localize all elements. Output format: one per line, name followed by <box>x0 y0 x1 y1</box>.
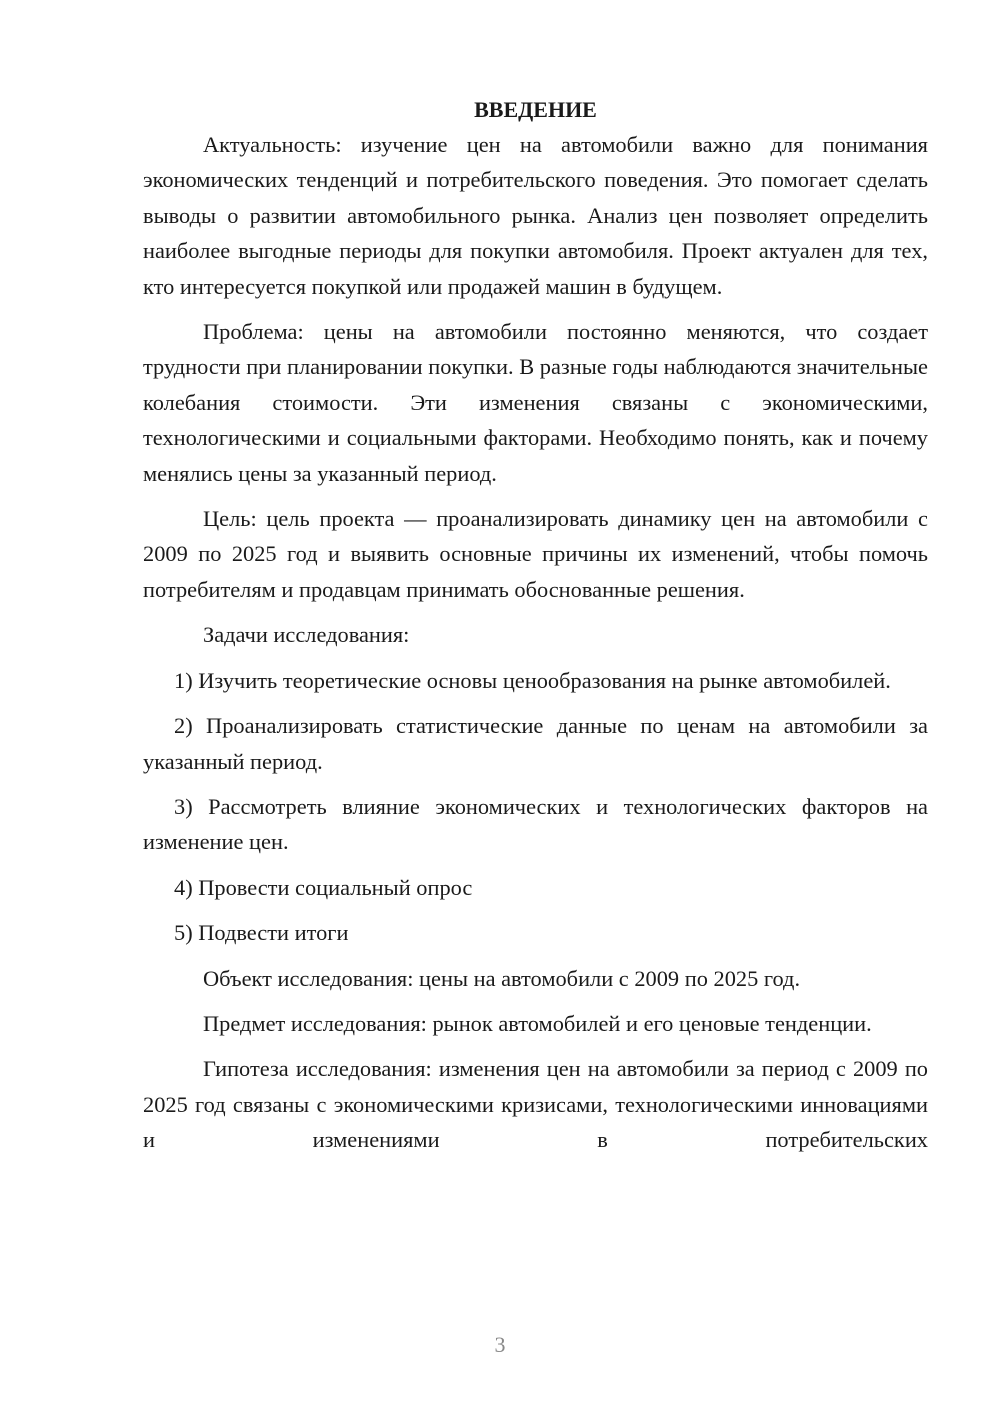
page-number: 3 <box>494 1332 506 1357</box>
paragraph-relevance: Актуальность: изучение цен на автомобили важно для понимания экономических тенденций и потребительского поведения. Это помогает сделать выводы о развитии автомобильного рынка. Анализ цен позволяет определить наиболее выгодные периоды для покупки автомобиля. Проект актуален для тех, кто интересуется покупкой или продажей машин в будущем. <box>143 132 928 299</box>
task-item-1: 1) Изучить теоретические основы ценообразования на рынке автомобилей. <box>174 667 891 693</box>
section-title: ВВЕДЕНИЕ <box>474 97 597 122</box>
document-page <box>143 92 928 1158</box>
paragraph-problem: Проблема: цены на автомобили постоянно меняются, что создает трудности при планировании покупки. В разные годы наблюдаются значительные колебания стоимости. Эти изменения связаны с экономическими, технологическими и социальными факторами. Необходимо понять, как и почему менялись цены за указанный период. <box>143 319 928 486</box>
paragraph-object: Объект исследования: цены на автомобили с 2009 по 2025 год. <box>203 965 801 991</box>
task-item-4: 4) Провести социальный опрос <box>174 874 473 900</box>
paragraph-tasks-heading: Задачи исследования: <box>203 622 410 648</box>
paragraph-hypothesis: Гипотеза исследования: изменения цен на автомобили за период с 2009 по 2025 год связаны с экономическими кризисами, технологическими инновациями и изменениями в потребительских <box>143 1056 928 1153</box>
paragraph-goal: Цель: цель проекта — проанализировать динамику цен на автомобили с 2009 по 2025 год и выявить основные причины их изменений, чтобы помочь потребителям и продавцам принимать обоснованные решения. <box>143 506 928 602</box>
paragraph-subject: Предмет исследования: рынок автомобилей и его ценовые тенденции. <box>203 1010 872 1036</box>
task-item-5: 5) Подвести итоги <box>174 920 349 946</box>
task-item-3: 3) Рассмотреть влияние экономических и технологических факторов на изменение цен. <box>143 793 928 855</box>
task-item-2: 2) Проанализировать статистические данные по ценам на автомобили за указанный период. <box>143 713 928 774</box>
